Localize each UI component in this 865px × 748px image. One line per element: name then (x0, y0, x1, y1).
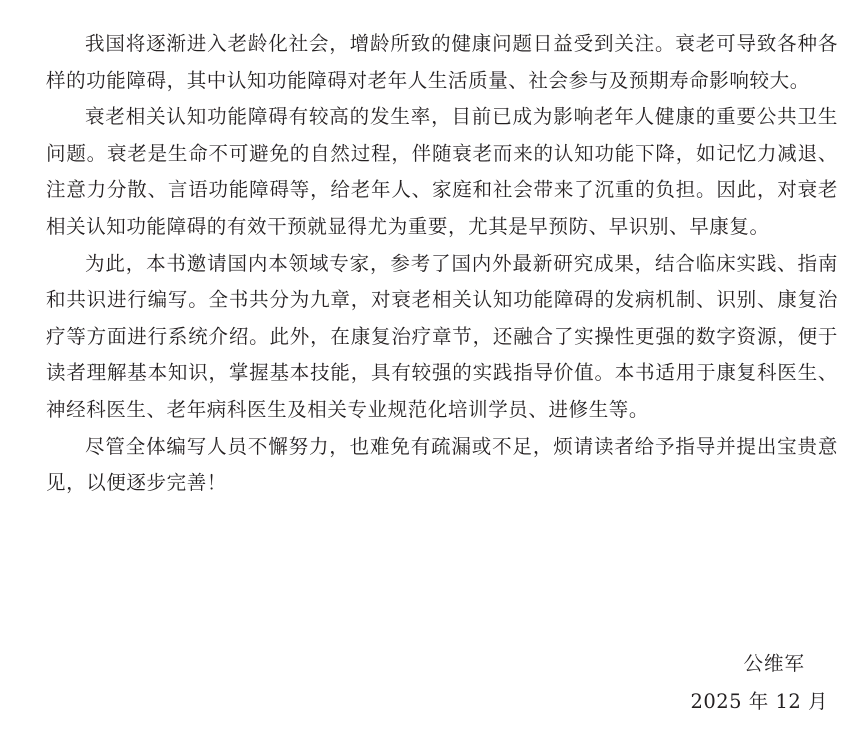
preface-paragraph-3: 为此，本书邀请国内本领域专家，参考了国内外最新研究成果，结合临床实践、指南和共识进行编写。全书共分为九章，对衰老相关认知功能障碍的发病机制、识别、康复治疗等方面进行系统介绍。此外，在康复治疗章节，还融合了实操性更强的数字资源，便于读者理解基本知识，掌握基本技能，具有较强的实践指导价值。本书适用于康复科医生、神经科医生、老年病科医生及相关专业规范化培训学员、进修生等。 (46, 251, 838, 421)
preface-paragraph-2: 衰老相关认知功能障碍有较高的发生率，目前已成为影响老年人健康的重要公共卫生问题。衰老是生命不可避免的自然过程，伴随衰老而来的认知功能下降，如记忆力减退、注意力分散、言语功能障碍等，给老年人、家庭和社会带来了沉重的负担。因此，对衰老相关认知功能障碍的有效干预就显得尤为重要，尤其是早预防、早识别、早康复。 (46, 105, 838, 238)
preface-date: 2025 年 12 月 (690, 690, 828, 713)
author-signature: 公维军 (743, 652, 805, 675)
preface-paragraph-4: 尽管全体编写人员不懈努力，也难免有疏漏或不足，烦请读者给予指导并提出宝贵意见，以便逐步完善！ (46, 434, 838, 495)
preface-paragraph-1: 我国将逐渐进入老龄化社会，增龄所致的健康问题日益受到关注。衰老可导致各种各样的功能障碍，其中认知功能障碍对老年人生活质量、社会参与及预期寿命影响较大。 (46, 32, 838, 92)
